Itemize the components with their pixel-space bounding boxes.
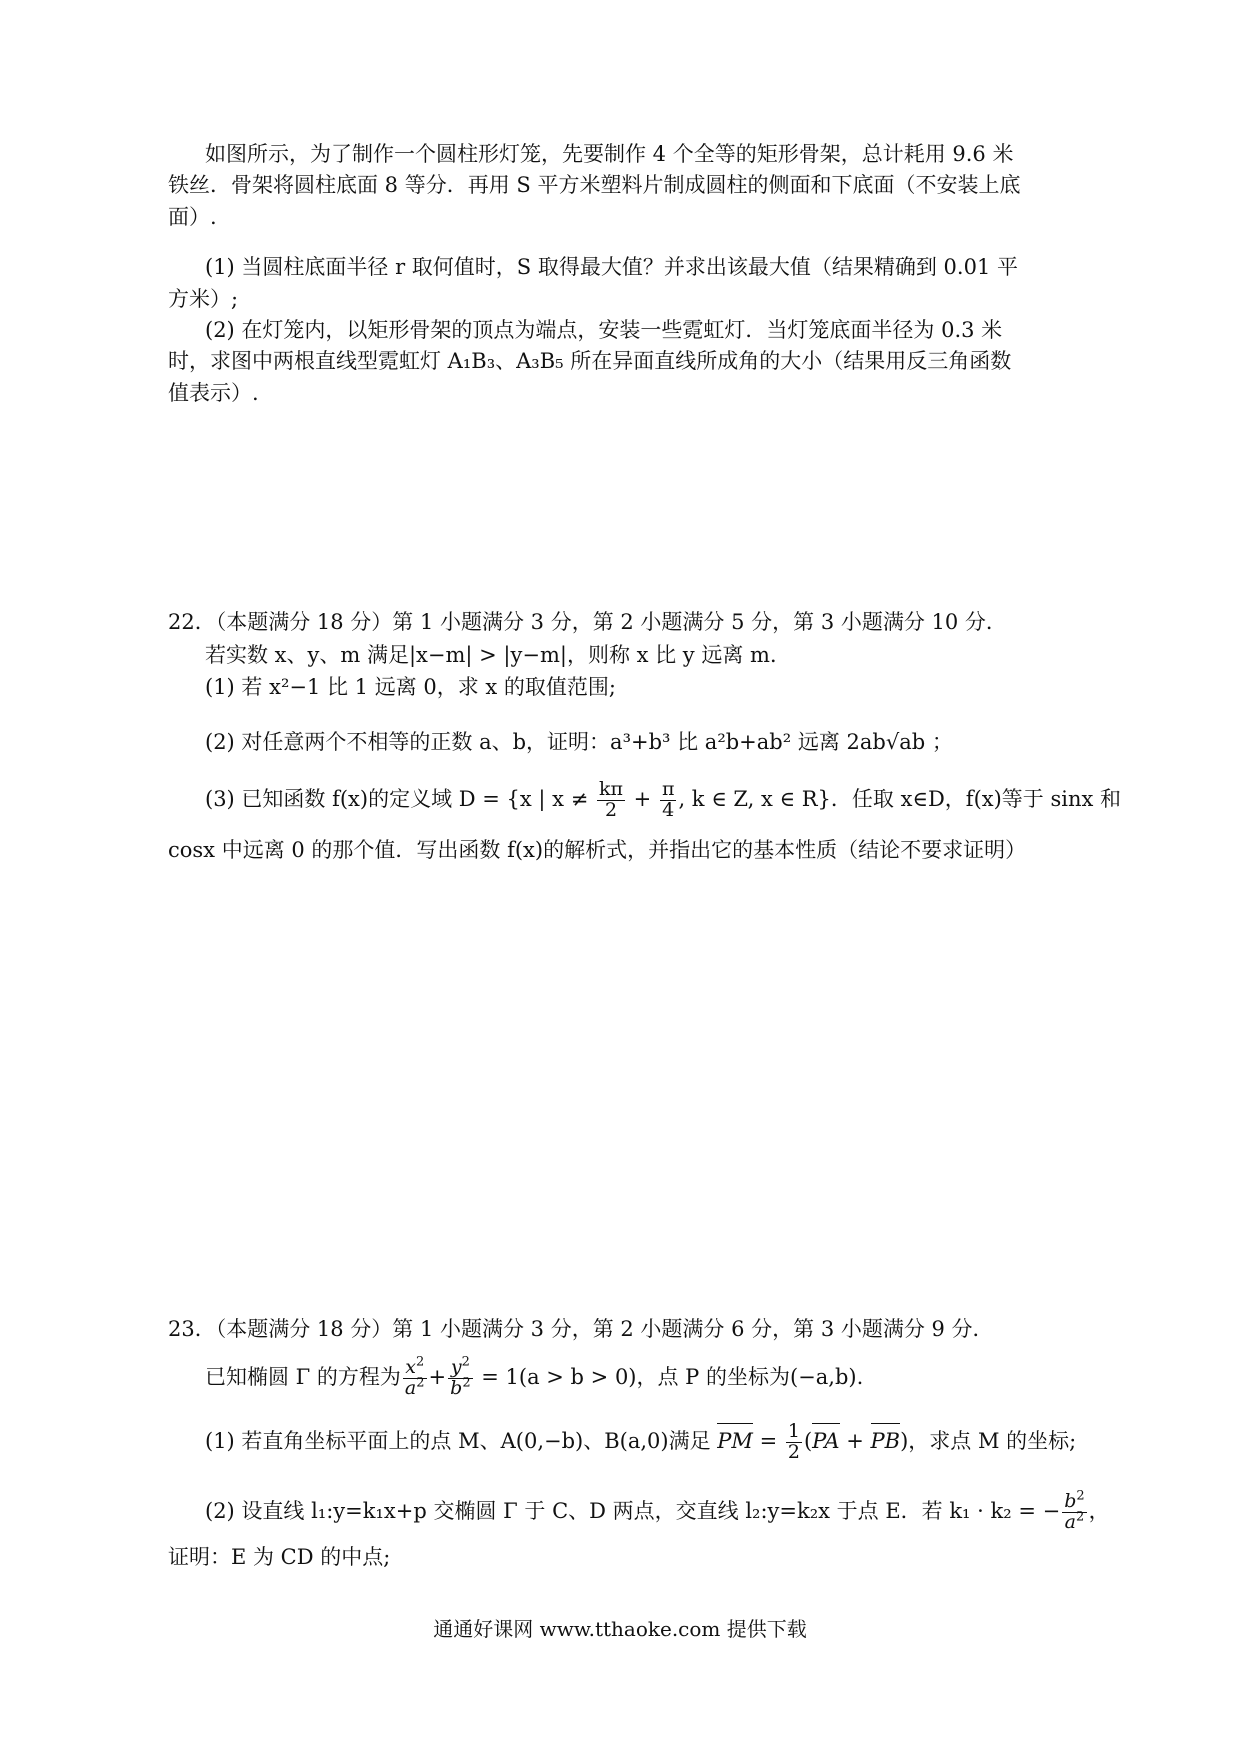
vector-pb: PB xyxy=(871,1424,901,1458)
fraction-denominator: $a^2$ xyxy=(404,1375,425,1399)
fraction-numerator: $y^2$ xyxy=(448,1358,472,1379)
q22-header: 22．（本题满分 18 分）第 1 小题满分 3 分，第 2 小题满分 5 分，第 3 小题满分 10 分． xyxy=(168,610,1007,634)
fraction-pi-over-4 xyxy=(660,780,677,821)
fraction-numerator: $b^2$ xyxy=(1064,1488,1085,1512)
q22-part3-text-b: , k ∈ Z, x ∈ R}．任取 x∈D，f(x)等于 sinx 和 xyxy=(678,786,1122,811)
q21-part2-line3: 值表示）. xyxy=(168,381,259,405)
fraction-y2-over-b2 xyxy=(448,1354,472,1399)
q23-part2-line1 xyxy=(205,1488,1110,1533)
q23-header: 23．（本题满分 18 分）第 1 小题满分 3 分，第 2 小题满分 6 分，第 3 小题满分 9 分． xyxy=(168,1317,994,1341)
fraction-numerator: $x^2$ xyxy=(403,1358,427,1379)
q23-part1-text-a: (1) 若直角坐标平面上的点 M、A(0,−b)、B(a,0)满足 xyxy=(205,1428,718,1453)
q22-part3-line2: cosx 中远离 0 的那个值．写出函数 f(x)的解析式，并指出它的基本性质（结论不要求证明） xyxy=(168,838,1027,862)
vector-pm: PM xyxy=(717,1424,753,1458)
q21-intro-line1: 如图所示，为了制作一个圆柱形灯笼，先要制作 4 个全等的矩形骨架，总计耗用 9.6 米 xyxy=(205,142,1014,166)
fraction-denominator: 2 xyxy=(604,798,618,821)
q22-part3-line1 xyxy=(205,780,1121,821)
q21-part1-line2: 方米）; xyxy=(168,287,239,311)
fraction-denominator: 2 xyxy=(787,1440,800,1463)
q21-part1-line1: (1) 当圆柱底面半径 r 取何值时，S 取得最大值？并求出该最大值（结果精确到 0.01 平 xyxy=(205,255,1018,279)
q23-part1: (1) 若直角坐标平面上的点 M、A(0,−b)、B(a,0)满足 PM = $\frac{1}{2}$ (PA + PB)，求点 M 的坐标; xyxy=(205,1420,1077,1463)
q23-part2-text-b: ， xyxy=(1088,1498,1110,1523)
fraction-numerator: 1 xyxy=(787,1420,800,1442)
fraction-numerator: kπ xyxy=(598,778,623,800)
q22-part2: (2) 对任意两个不相等的正数 a、b，证明：a³+b³ 比 a²b+ab² 远离 2ab√ab ； xyxy=(205,730,953,754)
fraction-k-pi-over-2 xyxy=(597,780,625,821)
q23-part2-text-a: (2) 设直线 l₁:y=k₁x+p 交椭圆 Γ 于 C、D 两点，交直线 l₂:y=k₂x 于点 E．若 k₁ · k₂ = − xyxy=(205,1498,1061,1523)
q21-intro-line3: 面）. xyxy=(168,205,217,229)
vector-pa: PA xyxy=(812,1424,839,1458)
fraction-b2-over-a2 xyxy=(1062,1488,1086,1533)
fraction-denominator: 4 xyxy=(662,798,675,821)
fraction-x2-over-a2 xyxy=(403,1354,427,1399)
q22-part1: (1) 若 x²−1 比 1 远离 0，求 x 的取值范围; xyxy=(205,675,617,699)
q22-part3-text-a: (3) 已知函数 f(x)的定义域 D = {x | x ≠ xyxy=(205,786,595,811)
q22-definition: 若实数 x、y、m 满足|x−m| > |y−m|，则称 x 比 y 远离 m． xyxy=(205,643,791,667)
fraction-one-half xyxy=(786,1422,802,1463)
q21-intro-line2: 铁丝．骨架将圆柱底面 8 等分．再用 S 平方米塑料片制成圆柱的侧面和下底面（不安装上底 xyxy=(168,173,1021,197)
q23-ellipse-text-b: = 1(a > b > 0)，点 P 的坐标为(−a,b). xyxy=(474,1364,864,1389)
q21-part2-line1: (2) 在灯笼内，以矩形骨架的顶点为端点，安装一些霓虹灯．当灯笼底面半径为 0.3 米 xyxy=(205,318,1003,342)
q23-ellipse-line: 已知椭圆 Γ 的方程为 $\frac{x^2}{a^2}$ + $\frac{y^2}{b^2}$ = 1(a > b > 0)，点 P 的坐标为(−a,b). xyxy=(205,1354,864,1399)
fraction-denominator: $a^2$ xyxy=(1064,1509,1085,1533)
q23-part1-text-b: ，求点 M 的坐标; xyxy=(908,1428,1077,1453)
q23-part2-line2: 证明：E 为 CD 的中点; xyxy=(168,1545,391,1569)
q23-ellipse-text-a: 已知椭圆 Γ 的方程为 xyxy=(205,1364,401,1389)
fraction-numerator: π xyxy=(661,778,675,800)
page-footer: 通通好课网 www.tthaoke.com 提供下载 xyxy=(433,1617,807,1641)
fraction-denominator: $b^2$ xyxy=(450,1375,471,1399)
q22-part3-plus: + xyxy=(627,786,658,811)
q21-part2-line2: 时，求图中两根直线型霓虹灯 A₁B₃、A₃B₅ 所在异面直线所成角的大小（结果用反三角函数 xyxy=(168,349,1012,373)
